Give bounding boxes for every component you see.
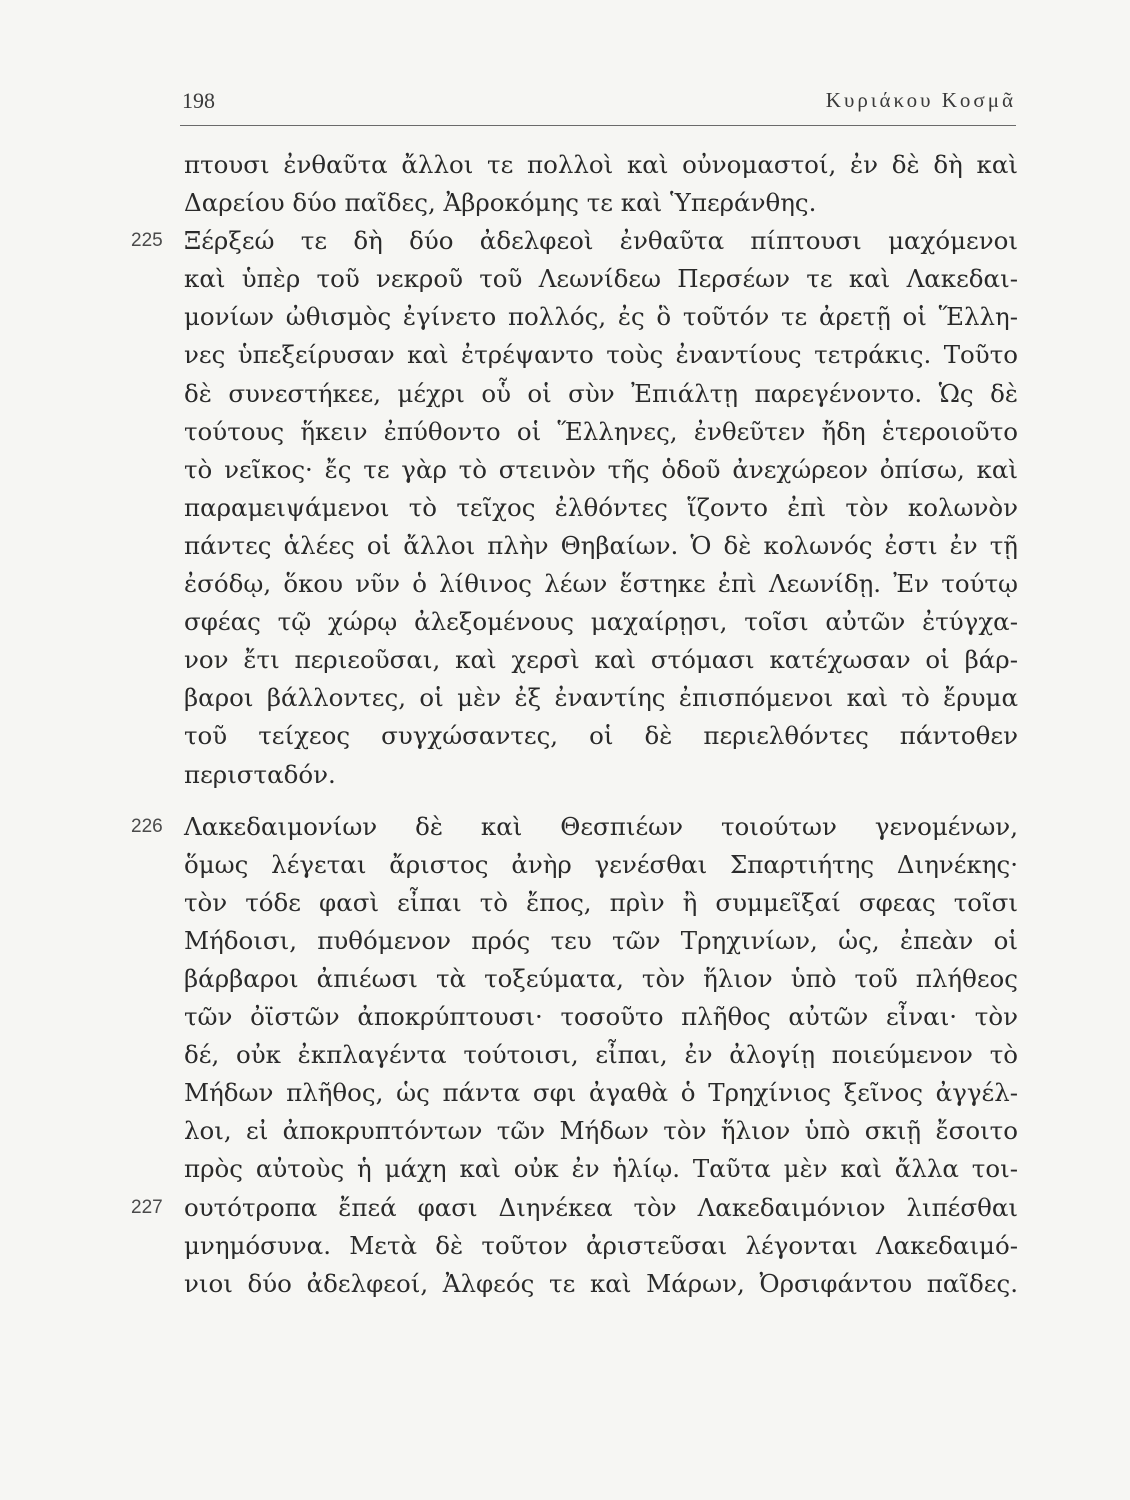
line-text: Μήδων πλῆθος, ὡς πάντα σφι ἀγαθὰ ὁ Τρηχίνιος ξεῖνος ἀγγέλ- bbox=[184, 1078, 1018, 1108]
text-line bbox=[184, 1112, 1018, 1150]
text-line bbox=[184, 1150, 1018, 1188]
text-line bbox=[184, 756, 1018, 794]
text-line bbox=[184, 375, 1018, 413]
text-line bbox=[184, 846, 1018, 884]
line-text: Ξέρξεώ τε δὴ δύο ἀδελφεοὶ ἐνθαῦτα πίπτουσι μαχόμενοι bbox=[184, 226, 1018, 256]
line-text: ἐσόδῳ, ὅκου νῦν ὁ λίθινος λέων ἕστηκε ἐπὶ Λεωνίδῃ. Ἐν τούτῳ bbox=[184, 569, 1018, 599]
text-line bbox=[184, 679, 1018, 717]
line-text: Μήδοισι, πυθόμενον πρός τευ τῶν Τρηχινίων, ὡς, ἐπεὰν οἱ bbox=[184, 925, 1018, 955]
text-line bbox=[184, 565, 1018, 603]
text-line bbox=[184, 1265, 1018, 1303]
line-text: τὸ νεῖκος· ἔς τε γὰρ τὸ στεινὸν τῆς ὁδοῦ ἀνεχώρεον ὀπίσω, καὶ bbox=[184, 454, 1018, 484]
line-text: ουτότροπα ἔπεά φασι Διηνέκεα τὸν Λακεδαιμόνιον λιπέσθαι bbox=[184, 1192, 1018, 1222]
text-line bbox=[184, 603, 1018, 641]
text-line bbox=[184, 413, 1018, 451]
text-line bbox=[184, 527, 1018, 565]
line-text: νες ὑπεξείρυσαν καὶ ἐτρέψαντο τοὺς ἐναντίους τετράκις. Τοῦτο bbox=[184, 340, 1018, 370]
text-line bbox=[184, 184, 1018, 222]
line-text: τούτους ἥκειν ἐπύθοντο οἱ Ἕλληνες, ἐνθεῦτεν ἤδη ἑτεροιοῦτο bbox=[184, 416, 1018, 446]
text-line bbox=[184, 1227, 1018, 1265]
line-text: Δαρείου δύο παῖδες, Ἀβροκόμης τε καὶ Ὑπεράνθης. bbox=[184, 188, 817, 218]
line-text: τὸν τόδε φασὶ εἶπαι τὸ ἔπος, πρὶν ἢ συμμεῖξαί σφεας τοῖσι bbox=[184, 887, 1018, 917]
text-line bbox=[131, 222, 1018, 260]
body-text bbox=[131, 146, 1018, 1303]
page-header bbox=[180, 82, 1016, 126]
text-line bbox=[184, 641, 1018, 679]
text-line bbox=[184, 451, 1018, 489]
line-text: νον ἔτι περιεοῦσαι, καὶ χερσὶ καὶ στόμασι κατέχωσαν οἱ βάρ- bbox=[184, 645, 1018, 675]
line-text: Λακεδαιμονίων δὲ καὶ Θεσπιέων τοιούτων γενομένων, bbox=[184, 811, 1018, 841]
section-number: 226 bbox=[131, 815, 163, 837]
section-number: 225 bbox=[131, 230, 163, 252]
line-text: πτουσι ἐνθαῦτα ἄλλοι τε πολλοὶ καὶ οὐνομαστοί, ἐν δὲ δὴ καὶ bbox=[184, 150, 1018, 179]
text-line bbox=[184, 1074, 1018, 1112]
line-text: καὶ ὑπὲρ τοῦ νεκροῦ τοῦ Λεωνίδεω Περσέων τε καὶ Λακεδαι- bbox=[184, 264, 1018, 294]
text-line bbox=[184, 884, 1018, 922]
text-line bbox=[131, 1189, 1018, 1227]
section-number: 227 bbox=[131, 1196, 163, 1218]
text-line bbox=[184, 489, 1018, 527]
line-text: παραμειψάμενοι τὸ τεῖχος ἐλθόντες ἵζοντο ἐπὶ τὸν κολωνὸν bbox=[184, 492, 1018, 522]
line-text: πάντες ἁλέες οἱ ἄλλοι πλὴν Θηβαίων. Ὁ δὲ κολωνός ἐστι ἐν τῇ bbox=[184, 530, 1018, 560]
line-text: λοι, εἰ ἀποκρυπτόντων τῶν Μήδων τὸν ἥλιον ὑπὸ σκιῇ ἔσοιτο bbox=[184, 1116, 1018, 1146]
text-line bbox=[184, 336, 1018, 374]
text-line bbox=[131, 808, 1018, 846]
text-line bbox=[184, 717, 1018, 755]
line-text: βαροι βάλλοντες, οἱ μὲν ἐξ ἐναντίης ἐπισπόμενοι καὶ τὸ ἔρυμα bbox=[184, 683, 1018, 713]
text-line bbox=[184, 146, 1018, 184]
text-line bbox=[184, 922, 1018, 960]
page-number: 198 bbox=[182, 88, 215, 113]
text-line bbox=[184, 998, 1018, 1036]
line-text: δέ, οὐκ ἐκπλαγέντα τούτοισι, εἶπαι, ἐν ἀλογίῃ ποιεύμενον τὸ bbox=[184, 1040, 1018, 1070]
line-text: τοῦ τείχεος συγχώσαντες, οἱ δὲ περιελθόντες πάντοθεν bbox=[184, 721, 1018, 751]
text-line bbox=[184, 960, 1018, 998]
line-text: ὅμως λέγεται ἄριστος ἀνὴρ γενέσθαι Σπαρτιήτης Διηνέκης· bbox=[184, 849, 1018, 879]
line-text: μονίων ὠθισμὸς ἐγίνετο πολλός, ἐς ὃ τοῦτόν τε ἀρετῇ οἱ Ἕλλη- bbox=[184, 302, 1018, 332]
line-text: πρὸς αὐτοὺς ἡ μάχη καὶ οὐκ ἐν ἡλίῳ. Ταῦτα μὲν καὶ ἄλλα τοι- bbox=[184, 1154, 1018, 1184]
text-line bbox=[184, 298, 1018, 336]
running-head: Κυριάκου Κοσμᾶ bbox=[825, 88, 1016, 112]
text-line bbox=[184, 1036, 1018, 1074]
line-text: νιοι δύο ἀδελφεοί, Ἀλφεός τε καὶ Μάρων, Ὀρσιφάντου παῖδες. bbox=[184, 1268, 1018, 1298]
line-text: βάρβαροι ἀπιέωσι τὰ τοξεύματα, τὸν ἥλιον ὑπὸ τοῦ πλήθεος bbox=[184, 963, 1018, 993]
line-text: τῶν ὀϊστῶν ἀποκρύπτουσι· τοσοῦτο πλῆθος αὐτῶν εἶναι· τὸν bbox=[184, 1002, 1018, 1032]
line-text: μνημόσυνα. Μετὰ δὲ τοῦτον ἀριστεῦσαι λέγονται Λακεδαιμό- bbox=[184, 1230, 1018, 1260]
text-line bbox=[184, 260, 1018, 298]
line-text: δὲ συνεστήκεε, μέχρι οὗ οἱ σὺν Ἐπιάλτῃ παρεγένοντο. Ὡς δὲ bbox=[184, 378, 1018, 408]
line-text: περισταδόν. bbox=[184, 759, 336, 789]
header-rule bbox=[180, 125, 1016, 126]
line-text: σφέας τῷ χώρῳ ἀλεξομένους μαχαίρῃσι, τοῖσι αὐτῶν ἐτύγχα- bbox=[184, 607, 1018, 637]
